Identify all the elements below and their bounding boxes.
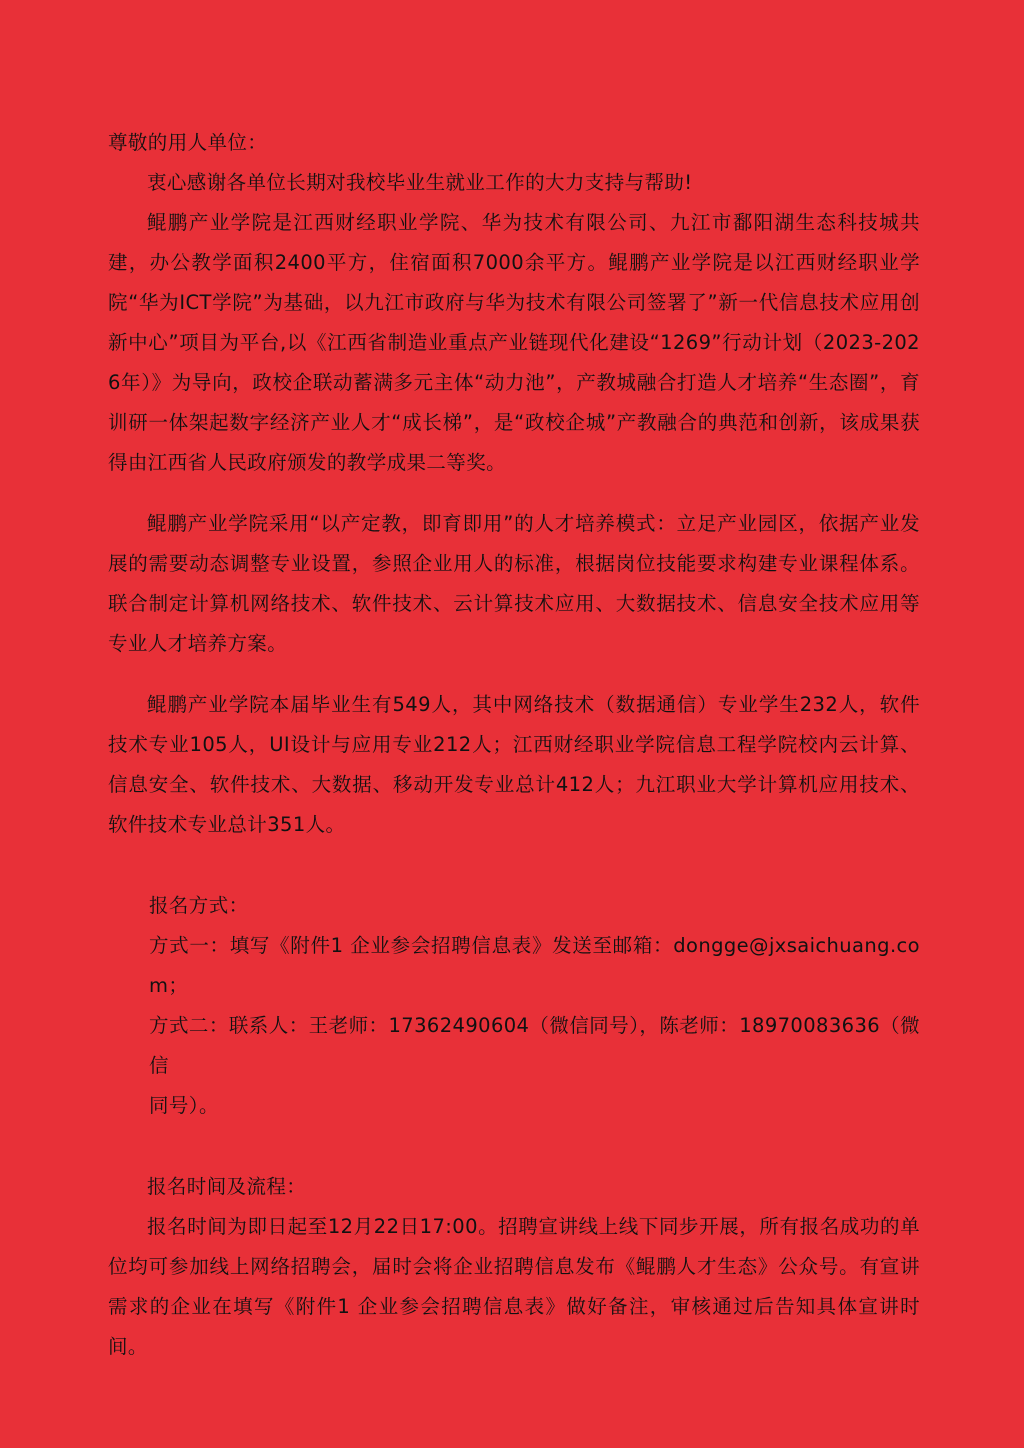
intro-paragraph: 鲲鹏产业学院是江西财经职业学院、华为技术有限公司、九江市鄱阳湖生态科技城共建，办公教学面积2400平方，住宿面积7000余平方。鲲鹏产业学院是以江西财经职业学院“华为ICT学院”为基础，以九江市政府与华为技术有限公司签署了”新一代信息技术应用创新中心”项目为平台,以《江西省制造业重点产业链现代化建设“1269”行动计划（2023-2026年）》为导向，政校企联动蓄满多元主体“动力池”，产教城融合打造人才培养“生态圈”，育训研一体架起数字经济产业人才“成长梯”，是“政校企城”产教融合的典范和创新，该成果获得由江西省人民政府颁发的教学成果二等奖。 [108,211,920,474]
schedule-body: 报名时间为即日起至12月22日17:00。招聘宣讲线上线下同步开展，所有报名成功的单位均可参加线上网络招聘会，届时会将企业招聘信息发布《鲲鹏人才生态》公众号。有宣讲需求的企业在填写《附件1 企业参会招聘信息表》做好备注，审核通过后告知具体宣讲时间。 [108,1215,920,1358]
registration-method-2-line-2: 同号）。 [149,1094,219,1117]
registration-section [108,886,920,1126]
letter-body [108,123,920,1367]
registration-method-2 [149,1006,920,1126]
schedule-section [108,1167,920,1367]
graduates-paragraph: 鲲鹏产业学院本届毕业生有549人，其中网络技术（数据通信）专业学生232人，软件技术专业105人，UI设计与应用专业212人；江西财经职业学院信息工程学院校内云计算、信息安全、软件技术、大数据、移动开发专业总计412人；九江职业大学计算机应用技术、软件技术专业总计351人。 [108,693,920,836]
thanks-paragraph: 衷心感谢各单位长期对我校毕业生就业工作的大力支持与帮助! [147,171,693,194]
registration-heading: 报名方式： [149,894,249,917]
registration-method-2-line-1: 方式二：联系人：王老师：17362490604（微信同号），陈老师：18970083636（微信 [149,1014,920,1077]
schedule-heading: 报名时间及流程： [147,1175,307,1198]
training-model-paragraph: 鲲鹏产业学院采用“以产定教，即育即用”的人才培养模式：立足产业园区，依据产业发展的需要动态调整专业设置，参照企业用人的标准，根据岗位技能要求构建专业课程体系。联合制定计算机网络技术、软件技术、云计算技术应用、大数据技术、信息安全技术应用等专业人才培养方案。 [108,512,920,655]
registration-method-1: 方式一：填写《附件1 企业参会招聘信息表》发送至邮箱：dongge@jxsaichuang.com； [149,934,920,997]
greeting: 尊敬的用人单位： [108,131,268,154]
